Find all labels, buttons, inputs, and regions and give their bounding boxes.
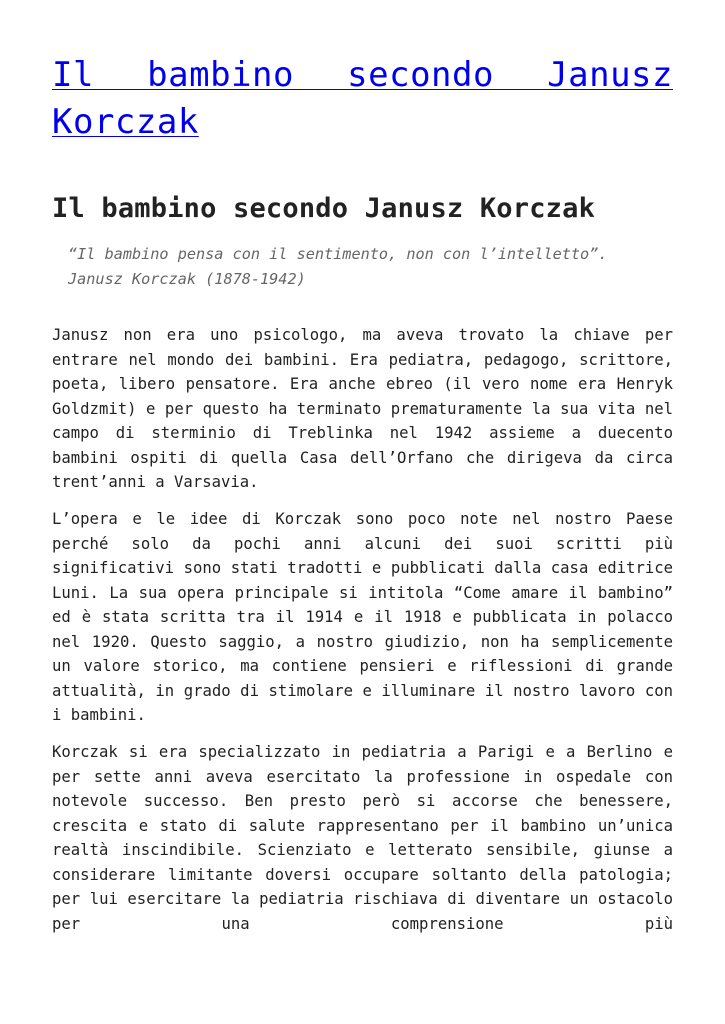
article-body — [52, 323, 673, 949]
page — [52, 52, 673, 933]
paragraph: Korczak si era specializzato in pediatria a Parigi e a Berlino e per sette anni aveva esercitato la professione in ospedale con notevole successo. Ben presto però si accorse che benessere, crescita e stato di salute rappresentano per il bambino un’unica realtà inscindibile. Scienziato e letterato sensibile, giunse a considerare limitante doversi occupare soltanto della patologia; per lui esercitare la pediatria rischiava di diventare un ostacolo per una comprensione più — [52, 743, 673, 933]
epigraph-quote — [68, 242, 673, 292]
paragraph: Janusz non era uno psicologo, ma aveva trovato la chiave per entrare nel mondo dei bambini. Era pediatra, pedagogo, scrittore, poeta, libero pensatore. Era anche ebreo (il vero nome era Henryk Goldzmit) e per questo ha terminato prematuramente la sua vita nel campo di sterminio di Treblinka nel 1942 assieme a duecento bambini ospiti di quella Casa dell’Orfano che dirigeva da circa trent’anni a Varsavia. — [52, 326, 673, 491]
paragraph: L’opera e le idee di Korczak sono poco note nel nostro Paese perché solo da pochi anni alcuni dei suoi scritti più significativi sono stati tradotti e pubblicati dalla casa editrice Luni. La sua opera principale si intitola “Come amare il bambino” ed è stata scritta tra il 1914 e il 1918 e pubblicata in polacco nel 1920. Questo saggio, a nostro giudizio, non ha semplicemente un valore storico, ma contiene pensieri e riflessioni di grande attualità, in grado di stimolare e illuminare il nostro lavoro con i bambini. — [52, 510, 673, 724]
quote-text: “Il bambino pensa con il sentimento, non con l’intelletto”. — [68, 245, 608, 263]
post-title — [52, 52, 673, 146]
article-heading: Il bambino secondo Janusz Korczak — [52, 193, 596, 224]
quote-attribution: Janusz Korczak (1878-1942) — [68, 270, 306, 288]
post-title-link[interactable]: Il bambino secondo Janusz Korczak — [52, 55, 673, 142]
